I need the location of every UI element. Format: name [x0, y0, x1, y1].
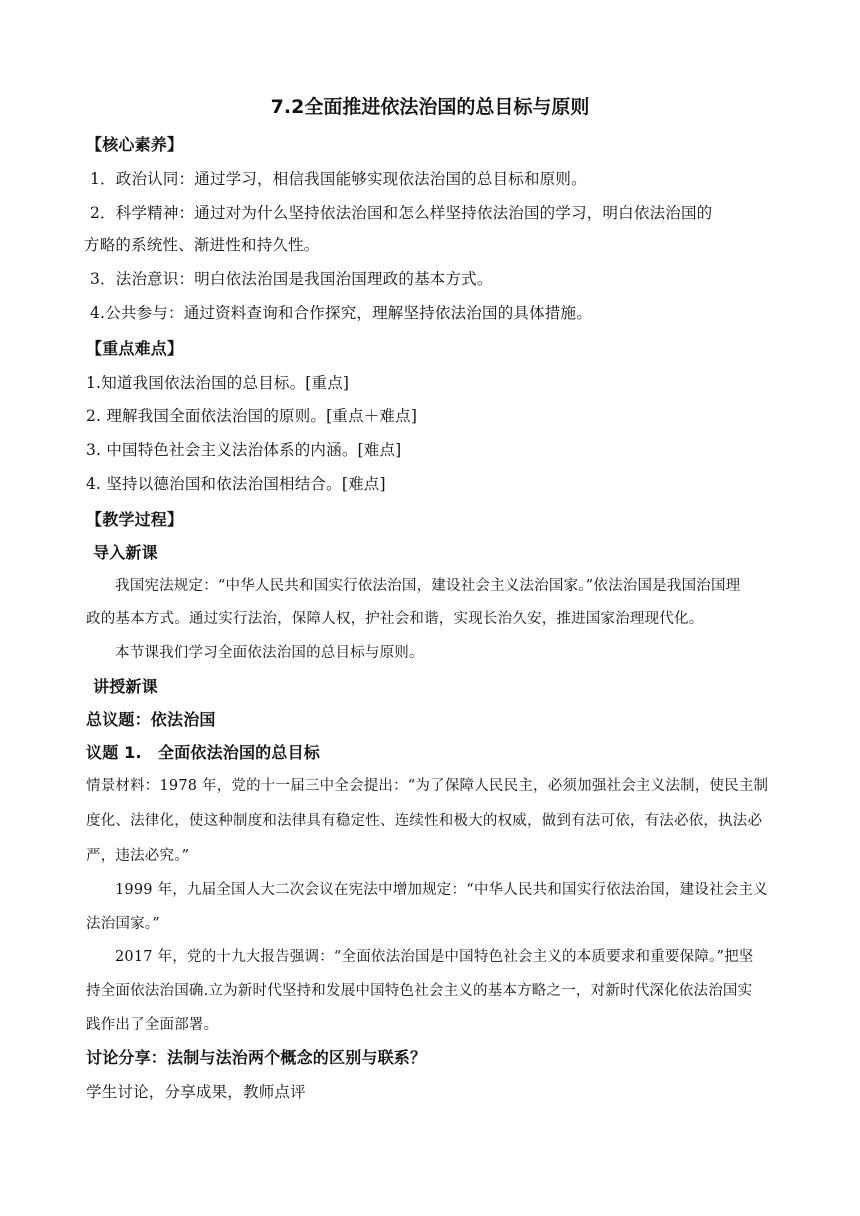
core-item-3: 3．法治意识：明白依法治国是我国治国理政的基本方式。	[90, 270, 493, 288]
key-item-2: 2. 理解我国全面依法治国的原则。[重点＋难点]	[86, 407, 418, 425]
core-item-4: 4.公共参与：通过资料查询和合作探究，理解坚持依法治国的具体措施。	[90, 304, 592, 322]
core-item-1: 1．政治认同：通过学习，相信我国能够实现依法治国的总目标和原则。	[90, 170, 587, 188]
discussion-heading: 讨论分享：法制与法治两个概念的区别与联系？	[86, 1048, 427, 1067]
material-line-6: 2017 年，党的十九大报告强调：“全面依法治国是中国特色社会主义的本质要求和重要保障。”把坚	[115, 949, 754, 965]
key-heading: 【重点难点】	[86, 339, 184, 358]
lecture-heading: 讲授新课	[93, 677, 158, 696]
intro-line-3: 本节课我们学习全面依法治国的总目标与原则。	[115, 645, 424, 661]
intro-line-2: 政的基本方式。通过实行法治，保障人权，护社会和谐，实现长治久安，推进国家治理现代化。	[86, 611, 704, 627]
page-title: 7.2全面推进依法治国的总目标与原则	[270, 96, 590, 118]
material-line-4: 1999 年，九届全国人大二次会议在宪法中增加规定：“中华人民共和国实行依法治国，建设社会主义	[115, 882, 768, 898]
material-line-1: 情景材料：1978 年，党的十一届三中全会提出：“为了保障人民民主，必须加强社会主义法制，使民主制	[86, 778, 769, 794]
discussion-note: 学生讨论，分享成果，教师点评	[86, 1083, 306, 1101]
material-line-2: 度化、法律化，使这种制度和法律具有稳定性、连续性和极大的权威，做到有法可依，有法必依，执法必	[86, 813, 763, 829]
intro-heading: 导入新课	[93, 543, 158, 562]
key-item-4: 4. 坚持以德治国和依法治国相结合。[难点]	[86, 475, 386, 493]
key-item-1: 1.知道我国依法治国的总目标。[重点]	[86, 374, 350, 392]
core-item-2-cont: 方略的系统性、渐进性和持久性。	[84, 236, 320, 254]
general-topic: 总议题：依法治国	[86, 710, 216, 729]
topic-1-heading: 议题 1. 全面依法治国的总目标	[86, 743, 320, 762]
material-line-8: 践作出了全面部署。	[86, 1017, 219, 1033]
material-line-5: 法治国家。”	[86, 916, 160, 932]
material-line-7: 持全面依法治国确.立为新时代坚持和发展中国特色社会主义的基本方略之一，对新时代深化依法治国实	[86, 983, 753, 999]
intro-line-1: 我国宪法规定：“中华人民共和国实行依法治国，建设社会主义法治国家。”依法治国是我国治国理	[115, 578, 741, 594]
key-item-3: 3. 中国特色社会主义法治体系的内涵。[难点]	[86, 441, 402, 459]
core-heading: 【核心素养】	[86, 135, 184, 154]
process-heading: 【教学过程】	[86, 510, 184, 529]
material-line-3: 严，违法必究。”	[86, 848, 190, 864]
core-item-2: 2．科学精神：通过对为什么坚持依法治国和怎么样坚持依法治国的学习，明白依法治国的	[90, 204, 713, 222]
